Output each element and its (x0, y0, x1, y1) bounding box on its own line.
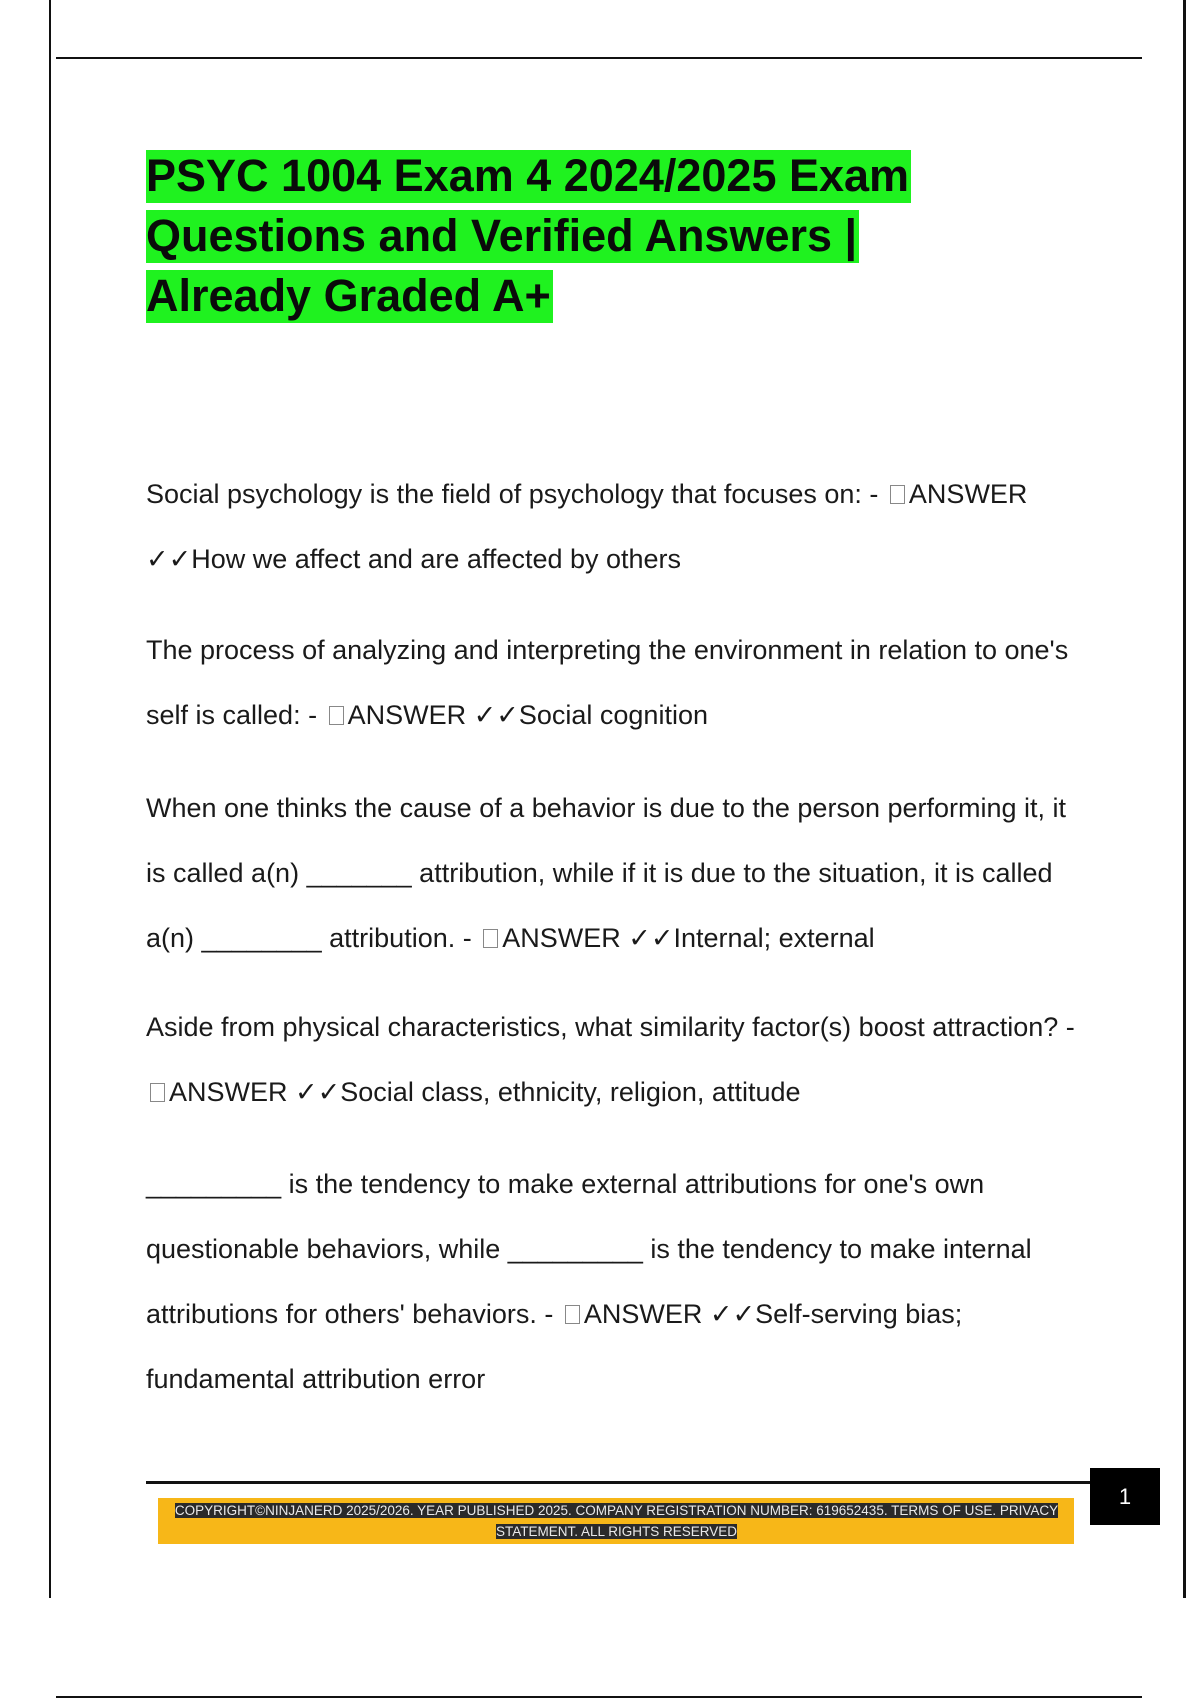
question-text: Social psychology is the field of psychology that focuses on: - (146, 479, 879, 509)
answer-text: ✓✓Internal; external (628, 923, 875, 953)
qa-item-5 (146, 1152, 1086, 1412)
checkbox-icon (483, 929, 498, 948)
bottom-rule (56, 1696, 1142, 1698)
checkbox-icon (329, 706, 344, 725)
document-title-text: PSYC 1004 Exam 4 2024/2025 Exam Questions and Verified Answers | Already Graded A+ (146, 150, 910, 321)
footer-rule (146, 1481, 1091, 1484)
answer-text: ✓✓Social class, ethnicity, religion, attitude (295, 1077, 801, 1107)
page-border-right (1183, 0, 1186, 1598)
answer-text: ✓✓Self-serving bias; fundamental attribution error (146, 1299, 963, 1394)
answer-label: ANSWER (908, 479, 1028, 509)
page-border-left (49, 0, 51, 1598)
document-title (146, 146, 1006, 326)
answer-text: ✓✓Social cognition (473, 700, 708, 730)
checkbox-icon (890, 485, 905, 504)
question-text: When one thinks the cause of a behavior is due to the person performing it, it is called a(n) _______ attribution, while if it is due to the situation, it is called a(n) ________ attribution. - (146, 793, 1067, 953)
page-number: 1 (1090, 1468, 1160, 1525)
answer-text: ✓✓How we affect and are affected by others (146, 544, 682, 574)
qa-item-2 (146, 618, 1086, 748)
checkbox-icon (150, 1083, 165, 1102)
answer-label: ANSWER (169, 1077, 288, 1107)
answer-label: ANSWER (502, 923, 621, 953)
footer-copyright-text: COPYRIGHT©NINJANERD 2025/2026. YEAR PUBLISHED 2025. COMPANY REGISTRATION NUMBER: 619652435. TERMS OF USE. PRIVACY STATEMENT. ALL RIGHTS RESERVED (174, 1503, 1059, 1539)
question-text: _________ is the tendency to make external attributions for one's own questionable behaviors, while _________ is the tendency to make internal attributions for others' behaviors. - (146, 1169, 1032, 1329)
qa-item-3 (146, 776, 1086, 971)
answer-label: ANSWER (583, 1299, 703, 1329)
question-text: Aside from physical characteristics, what similarity factor(s) boost attraction? - (146, 1012, 1075, 1042)
qa-item-1 (146, 462, 1086, 592)
answer-label: ANSWER (347, 700, 467, 730)
checkbox-icon (565, 1305, 580, 1324)
question-text: The process of analyzing and interpreting the environment in relation to one's self is called: - (146, 635, 1069, 730)
header-rule (56, 57, 1142, 59)
footer-copyright (170, 1500, 1063, 1542)
qa-item-4 (146, 995, 1086, 1125)
